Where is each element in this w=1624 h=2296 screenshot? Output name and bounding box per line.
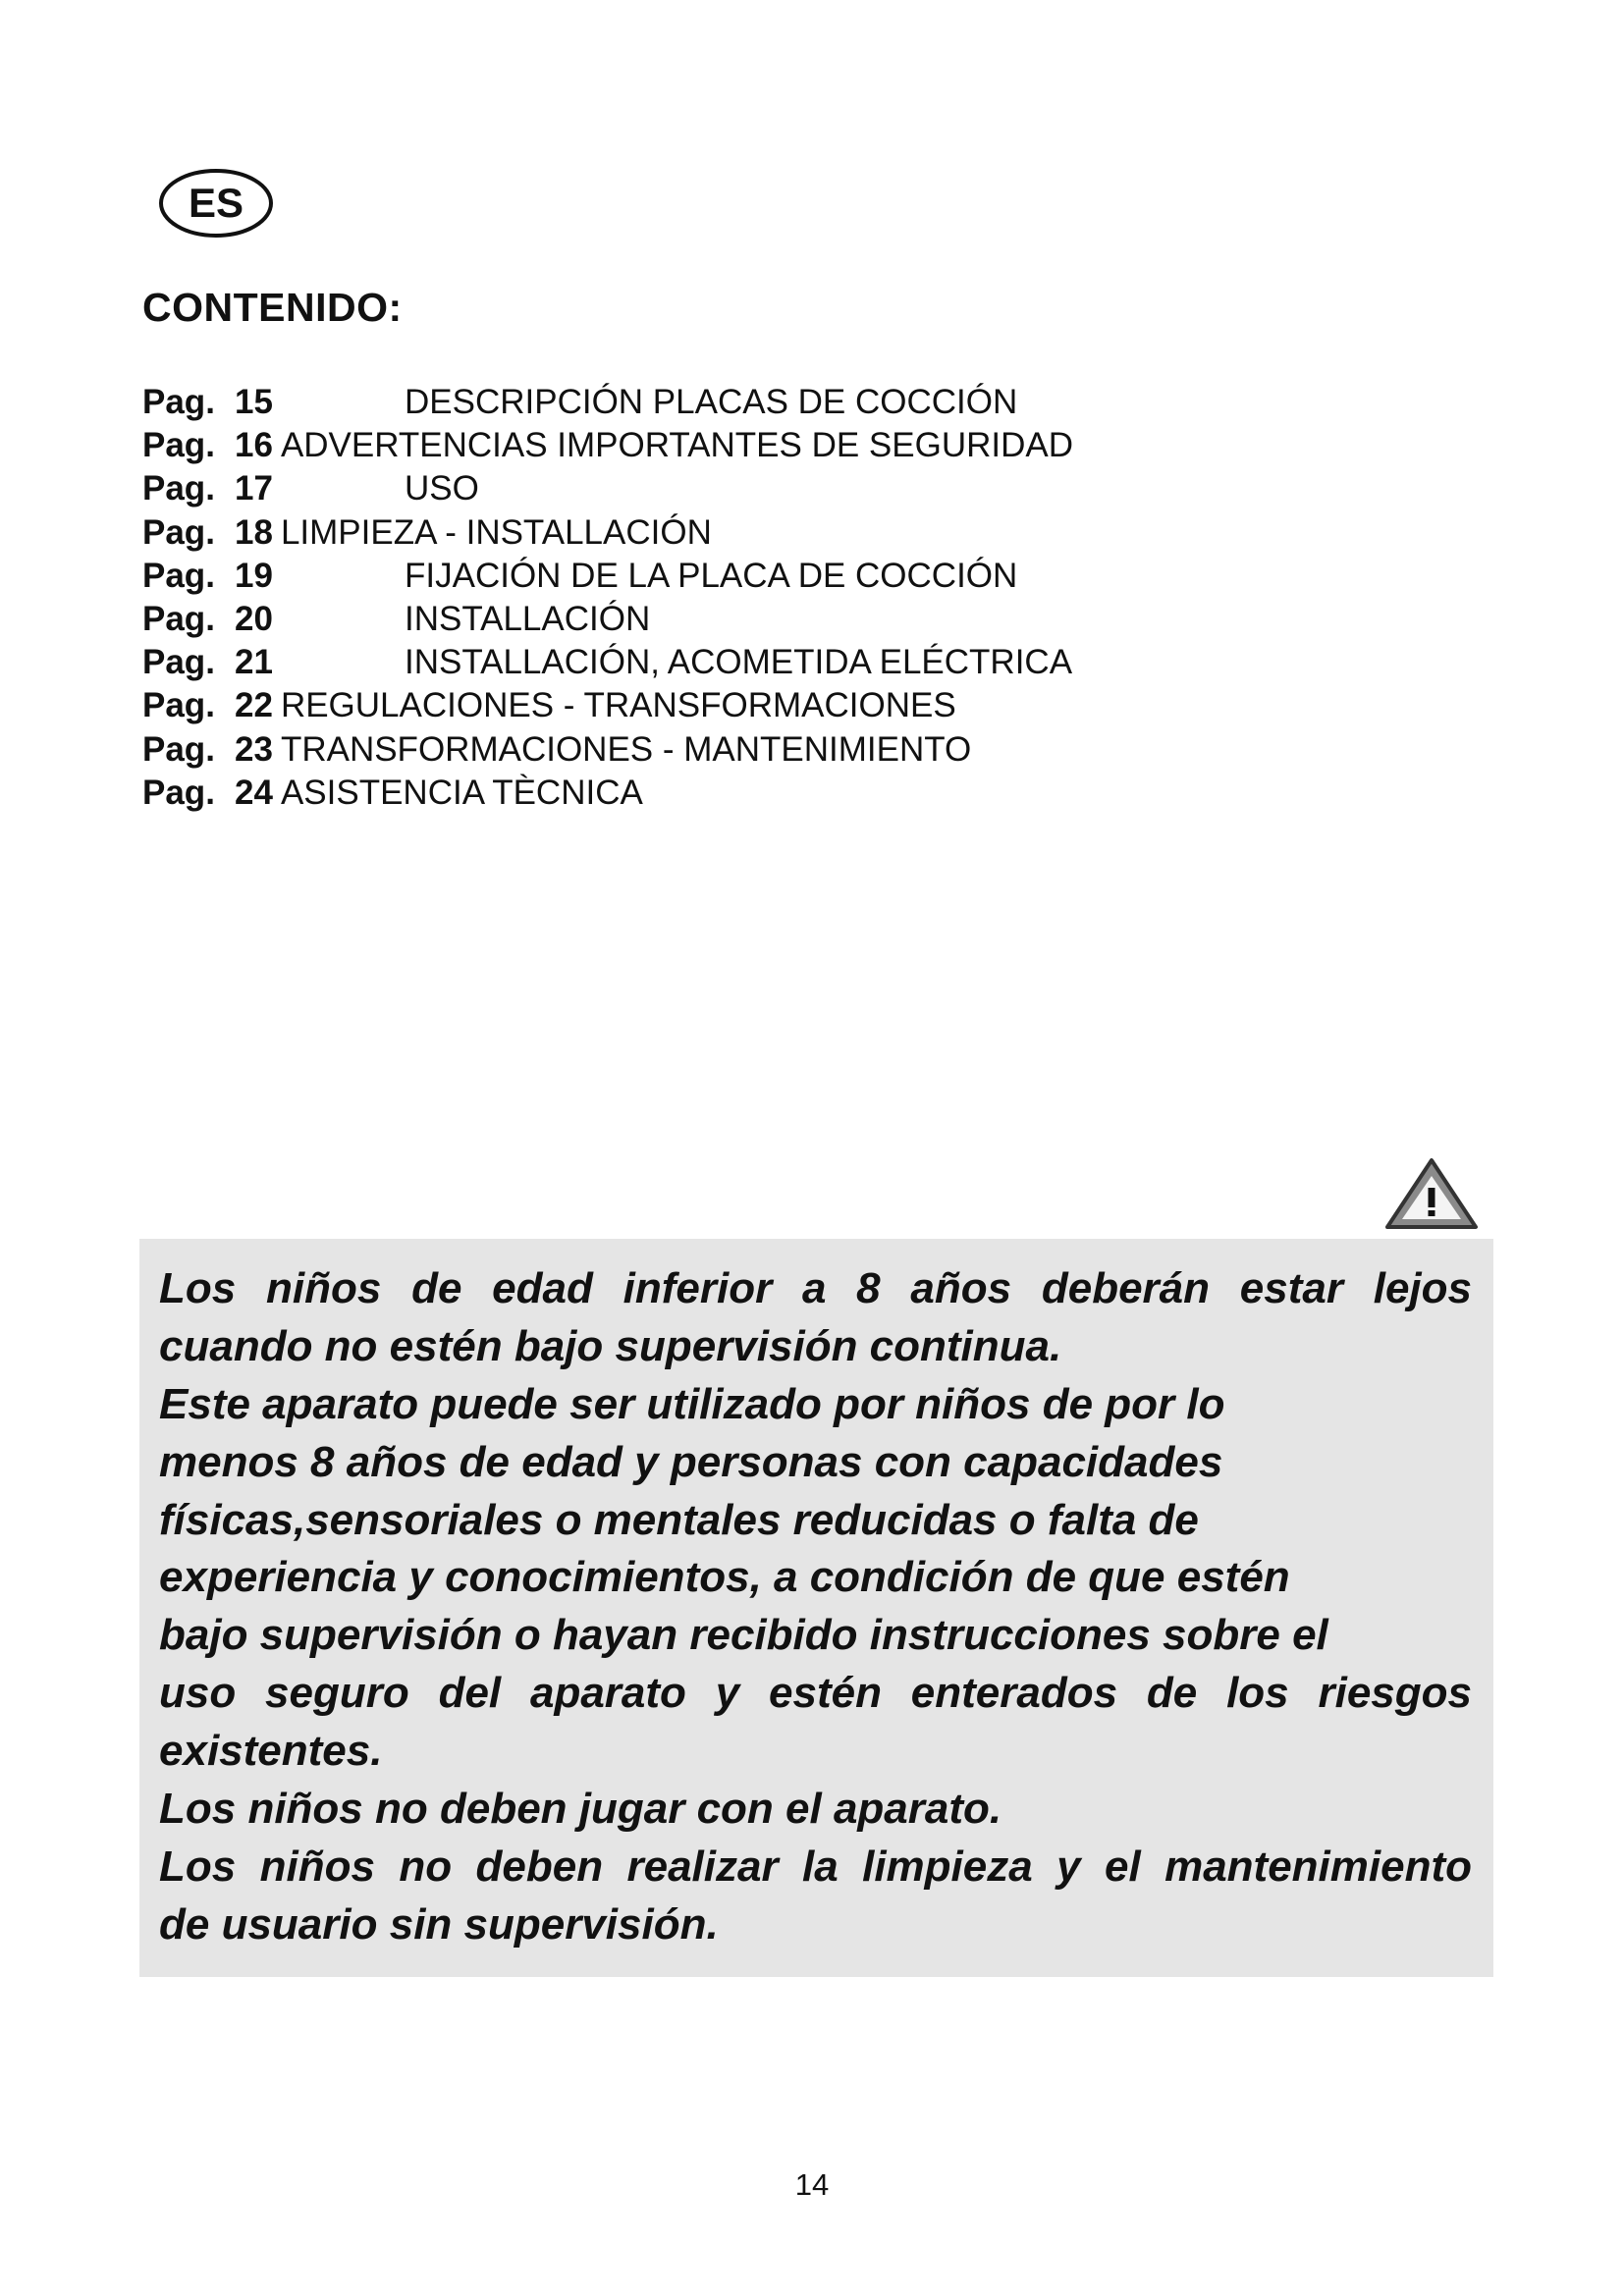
toc-page-number: 16 <box>235 426 273 465</box>
toc-entry-title: LIMPIEZA - INSTALLACIÓN <box>280 512 712 552</box>
toc-row <box>142 728 1222 772</box>
toc-page-label: Pag. <box>142 512 215 552</box>
toc-entry-title: USO <box>405 469 479 508</box>
warning-text-line: de usuario sin supervisión. <box>159 1899 719 1949</box>
warning-text-line: experiencia y conocimientos, a condición de que estén <box>159 1553 1290 1602</box>
toc-page-label: Pag. <box>142 686 215 725</box>
warning-text-line: Los niños de edad inferior a 8 años deberán estar lejos <box>159 1264 1472 1312</box>
toc-entry-title: FIJACIÓN DE LA PLACA DE COCCIÓN <box>405 556 1018 595</box>
page-number: 14 <box>794 2167 830 2202</box>
toc-row <box>142 598 1222 641</box>
toc-page-label: Pag. <box>142 599 215 638</box>
toc-row <box>142 684 1222 727</box>
warning-text-line: Los niños no deben jugar con el aparato. <box>159 1785 1002 1834</box>
warning-text-line: existentes. <box>159 1727 383 1776</box>
child-safety-warning <box>139 1239 1493 1977</box>
warning-text-line: físicas,sensoriales o mentales reducidas o falta de <box>159 1495 1199 1544</box>
warning-text-line: uso seguro del aparato y estén enterados de los riesgos <box>159 1669 1472 1718</box>
toc-entry-title: REGULACIONES - TRANSFORMACIONES <box>280 686 956 725</box>
toc-page-label: Pag. <box>142 773 215 812</box>
toc-row <box>142 511 1222 555</box>
toc-entry-title: ADVERTENCIAS IMPORTANTES DE SEGURIDAD <box>280 426 1074 465</box>
warning-text-line: Este aparato puede ser utilizado por niños de por lo <box>159 1379 1225 1428</box>
toc-entry-title: INSTALLACIÓN, ACOMETIDA ELÉCTRICA <box>405 643 1073 682</box>
toc-page-number: 21 <box>235 643 273 682</box>
toc-page-number: 23 <box>235 729 273 769</box>
toc-entry-title: INSTALLACIÓN <box>405 599 651 638</box>
language-badge-text: ES <box>188 180 244 226</box>
toc-row <box>142 641 1222 684</box>
toc-page-number: 19 <box>235 556 273 595</box>
toc-page-label: Pag. <box>142 643 215 682</box>
warning-text-line: Los niños no deben realizar la limpieza y el mantenimiento <box>159 1842 1472 1891</box>
toc-page-label: Pag. <box>142 426 215 465</box>
toc-page-number: 22 <box>235 686 273 725</box>
toc-page-label: Pag. <box>142 556 215 595</box>
toc-row <box>142 555 1222 598</box>
toc-page-number: 17 <box>235 469 273 508</box>
toc-page-number: 18 <box>235 512 273 552</box>
toc-page-label: Pag. <box>142 469 215 508</box>
language-badge <box>157 167 275 240</box>
warning-text-line: menos 8 años de edad y personas con capacidades <box>159 1437 1223 1486</box>
toc-row <box>142 424 1222 467</box>
toc-entry-title: DESCRIPCIÓN PLACAS DE COCCIÓN <box>405 383 1018 421</box>
contents-title: CONTENIDO: <box>142 285 403 330</box>
warning-triangle-icon <box>1382 1154 1481 1233</box>
toc-entry-title: ASISTENCIA TÈCNICA <box>280 773 643 812</box>
toc-page-number: 24 <box>235 773 273 812</box>
toc-page-label: Pag. <box>142 383 215 421</box>
toc-page-label: Pag. <box>142 729 215 769</box>
toc-row <box>142 772 1222 815</box>
warning-text-line: bajo supervisión o hayan recibido instrucciones sobre el <box>159 1611 1328 1660</box>
toc-page-number: 20 <box>235 599 273 638</box>
language-badge-oval <box>157 167 275 240</box>
warning-text-line: cuando no estén bajo supervisión continua. <box>159 1321 1062 1370</box>
toc-entry-title: TRANSFORMACIONES - MANTENIMIENTO <box>280 729 972 769</box>
table-of-contents <box>142 381 1222 815</box>
toc-row <box>142 467 1222 510</box>
toc-page-number: 15 <box>235 383 273 421</box>
toc-row <box>142 381 1222 424</box>
